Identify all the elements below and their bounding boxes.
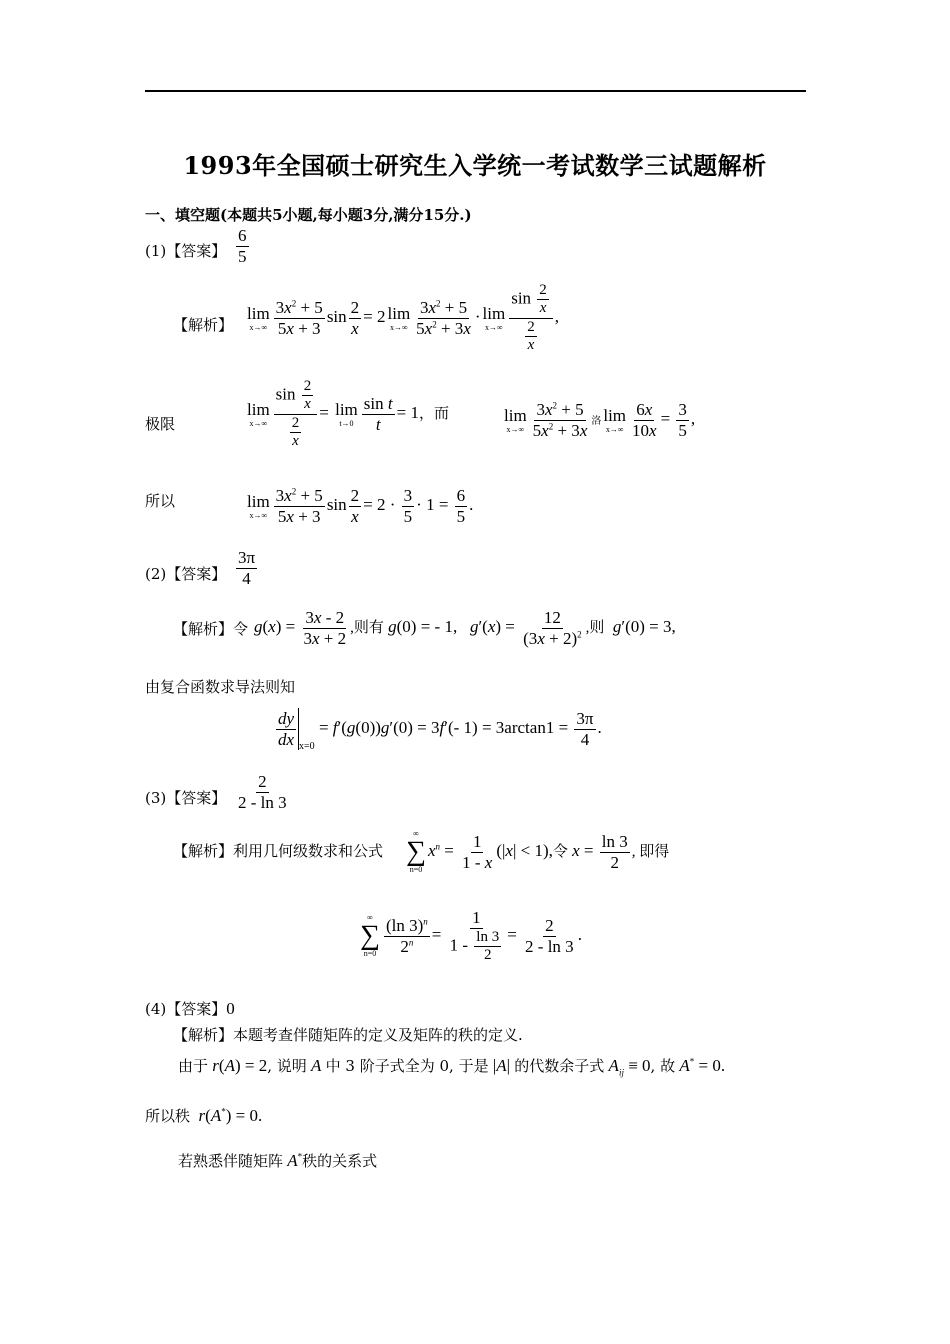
q1-suoyi: 所以 (145, 492, 176, 510)
q2-formula-1: g(x) = $\frac{3x - 2}{3x + 2}$ ,则有 g(0) = - 1, g′(x) = $\frac{12}{(3x + 2)^2}$ ,则 g′(0) = 3, (254, 608, 676, 648)
page-title: 1993年全国硕士研究生入学统一考试数学三试题解析 (183, 151, 767, 180)
q1-formula-2: lim x→∞ sin $\frac{2}{x}$ $\frac{2}{x}$ = lim t→0 $\frac{\text{sin t}}{t}$ = 1，而 (247, 378, 449, 449)
q3-answer-value: $\frac{2}{2 - \ln 3}$ (238, 772, 287, 812)
q3-answer-label: (3)【答案】 (145, 789, 227, 807)
q2-answer-value: $\frac{3\pi}{4}$ (238, 548, 256, 588)
q1-limit-word: 极限 (145, 415, 176, 433)
q4-line-3: 若熟悉伴随矩阵 A*秩的关系式 (178, 1151, 378, 1170)
q2-formula-2: $\frac{dy}{dx}$ $_{x=0}$ = f′(g(0))g′(0) = 3f′(- 1) = 3arctan1 = $\frac{3\pi}{4}$ . (278, 708, 602, 752)
q1-answer-value: $\frac{6}{5}$ (238, 226, 247, 266)
q3-formula-1: ∞ ∑ n=0 $x^n$ = $\frac{1}{1 - x}$ (|x| < 1),令 x = $\frac{\ln 3}{2}$ , 即得 (406, 829, 670, 874)
top-rule (145, 90, 806, 92)
q2-answer-label: (2)【答案】 (145, 565, 227, 583)
q4-line-1: 由于 r(A) = 2, 说明 A 中 3 阶子式全为 0, 于是 |A| 的代数余子式 $A_{ij} \equiv 0$, 故 A* = 0. (178, 1056, 726, 1078)
q2-analysis-label: 【解析】令 (173, 620, 249, 638)
q4-answer-label: (4)【答案】0 (145, 999, 235, 1018)
q1-analysis-label: 【解析】 (173, 316, 234, 334)
q3-analysis-label: 【解析】利用几何级数求和公式 (173, 842, 384, 860)
q1-formula-1: lim x→∞ $\frac{3x^2 + 5}{5x + 3}$ sin $\frac{2}{x}$ = 2 lim x→∞ $\frac{3x^2 + 5}{5x^2 + 3x}$ · lim x→∞ sin $\frac{2}{x}$ $\frac{2}{x}$ , (247, 282, 560, 353)
q3-formula-2: ∞ ∑ n=0 $\frac{(\ln 3)^n}{2^n}$ = 1 1 - $\frac{\ln 3}{2}$ = $\frac{2}{2 - \ln 3}$ . (360, 908, 582, 963)
q1-formula-4: lim x→∞ $\frac{3x^2 + 5}{5x + 3}$ sin $\frac{2}{x}$ = 2 · $\frac{3}{5}$ · 1 = $\frac{6}{5}$ . (247, 486, 474, 526)
q4-line-2: 所以秩 r(A*) = 0. (145, 1106, 263, 1125)
q1-formula-3: lim x→∞ $\frac{3x^2 + 5}{5x^2 + 3x}$ 洛 lim x→∞ $\frac{6x}{10x}$ = $\frac{3}{5}$ , (504, 400, 696, 440)
section-heading: 一、填空题(本题共5小题,每小题3分,满分15分.) (145, 206, 472, 224)
q2-chain-text: 由复合函数求导法则知 (145, 678, 296, 696)
q1-answer-label: (1)【答案】 (145, 242, 227, 260)
q4-analysis-text: 【解析】本题考查伴随矩阵的定义及矩阵的秩的定义. (173, 1026, 523, 1044)
